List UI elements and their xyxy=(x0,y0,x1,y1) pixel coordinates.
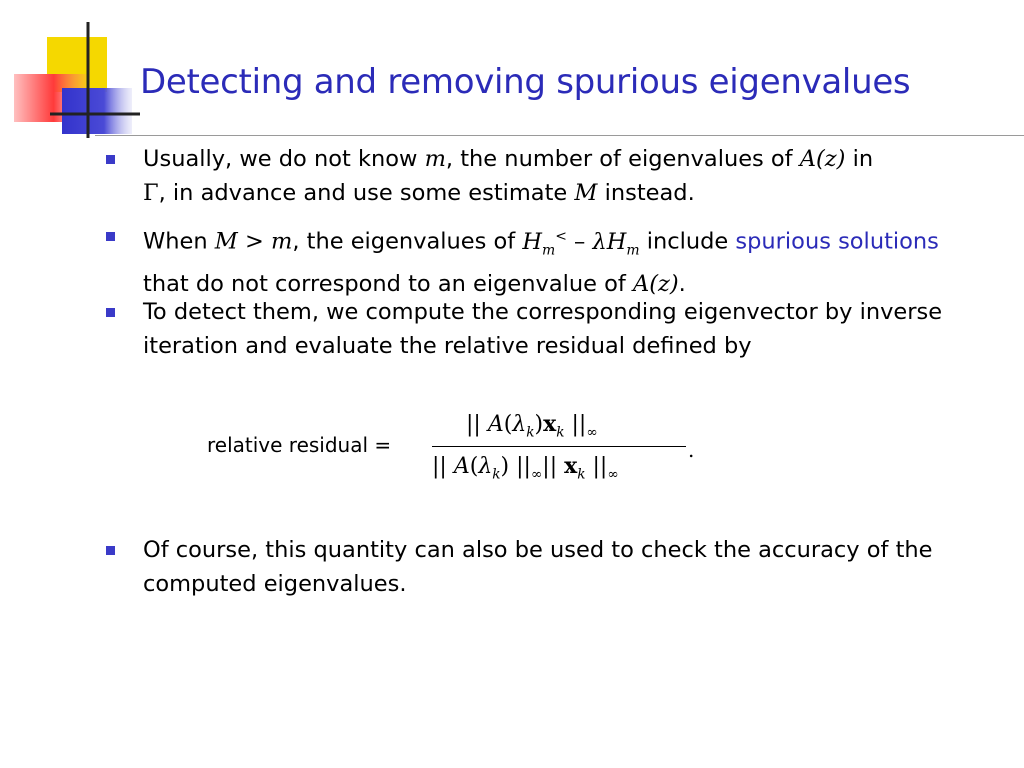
bullet-1-text xyxy=(143,142,963,210)
text-span: . xyxy=(678,271,686,297)
math-operator: > xyxy=(237,228,271,255)
bullet-3-text: To detect them, we compute the corresponding eigenvector by inverse iteration and evaluate the relative residual defined by xyxy=(143,299,943,359)
math-lambda: λ xyxy=(592,228,607,255)
bullet-marker xyxy=(106,155,115,164)
text-span: in xyxy=(845,146,874,172)
math-lambda-h-m xyxy=(592,228,640,258)
text-span: include xyxy=(639,228,736,255)
text-span: , in advance and use some estimate xyxy=(158,180,575,206)
math-subscript: m xyxy=(542,242,556,258)
formula-period: . xyxy=(688,438,695,462)
slide-logo-graphic xyxy=(0,0,140,145)
fraction-numerator: || $A(\lambda_k)x_k$ $||_\infty$ xyxy=(466,411,598,441)
highlight-spurious-solutions: spurious solutions xyxy=(735,228,939,255)
bullet-marker xyxy=(106,546,115,555)
math-h: H xyxy=(606,228,627,255)
title-divider xyxy=(95,135,1024,136)
text-span: that do not correspond to an eigenvalue of xyxy=(143,271,633,297)
math-a-of-z: A(z) xyxy=(632,271,679,297)
bullet-2-text xyxy=(143,219,963,301)
math-gamma: Γ xyxy=(143,180,159,206)
math-h-m-less xyxy=(522,228,567,258)
fraction-bar xyxy=(432,446,686,447)
bullet-4-text: Of course, this quantity can also be used to check the accuracy of the computed eigenvalues. xyxy=(143,537,933,597)
bullet-marker xyxy=(106,232,115,241)
math-superscript: < xyxy=(555,228,567,244)
math-m: m xyxy=(424,146,446,172)
math-capital-m: M xyxy=(574,180,598,206)
text-span: When xyxy=(143,228,215,255)
text-span: , the number of eigenvalues of xyxy=(445,146,800,172)
formula-label: relative residual = xyxy=(207,433,392,457)
text-span: instead. xyxy=(597,180,695,206)
math-operator: – xyxy=(566,228,593,255)
bullet-marker xyxy=(106,308,115,317)
slide-title: Detecting and removing spurious eigenvalues xyxy=(140,62,911,102)
text-span: , the eigenvalues of xyxy=(292,228,523,255)
math-capital-m: M xyxy=(214,228,238,255)
math-m: m xyxy=(270,228,293,255)
math-a-of-z: A(z) xyxy=(799,146,846,172)
fraction-denominator: || $A(\lambda_k)$ $||_\infty||$ $x_k$ $||_\infty$ xyxy=(432,453,619,483)
text-span: Usually, we do not know xyxy=(143,146,425,172)
math-subscript: m xyxy=(626,242,640,258)
math-h: H xyxy=(522,228,542,255)
